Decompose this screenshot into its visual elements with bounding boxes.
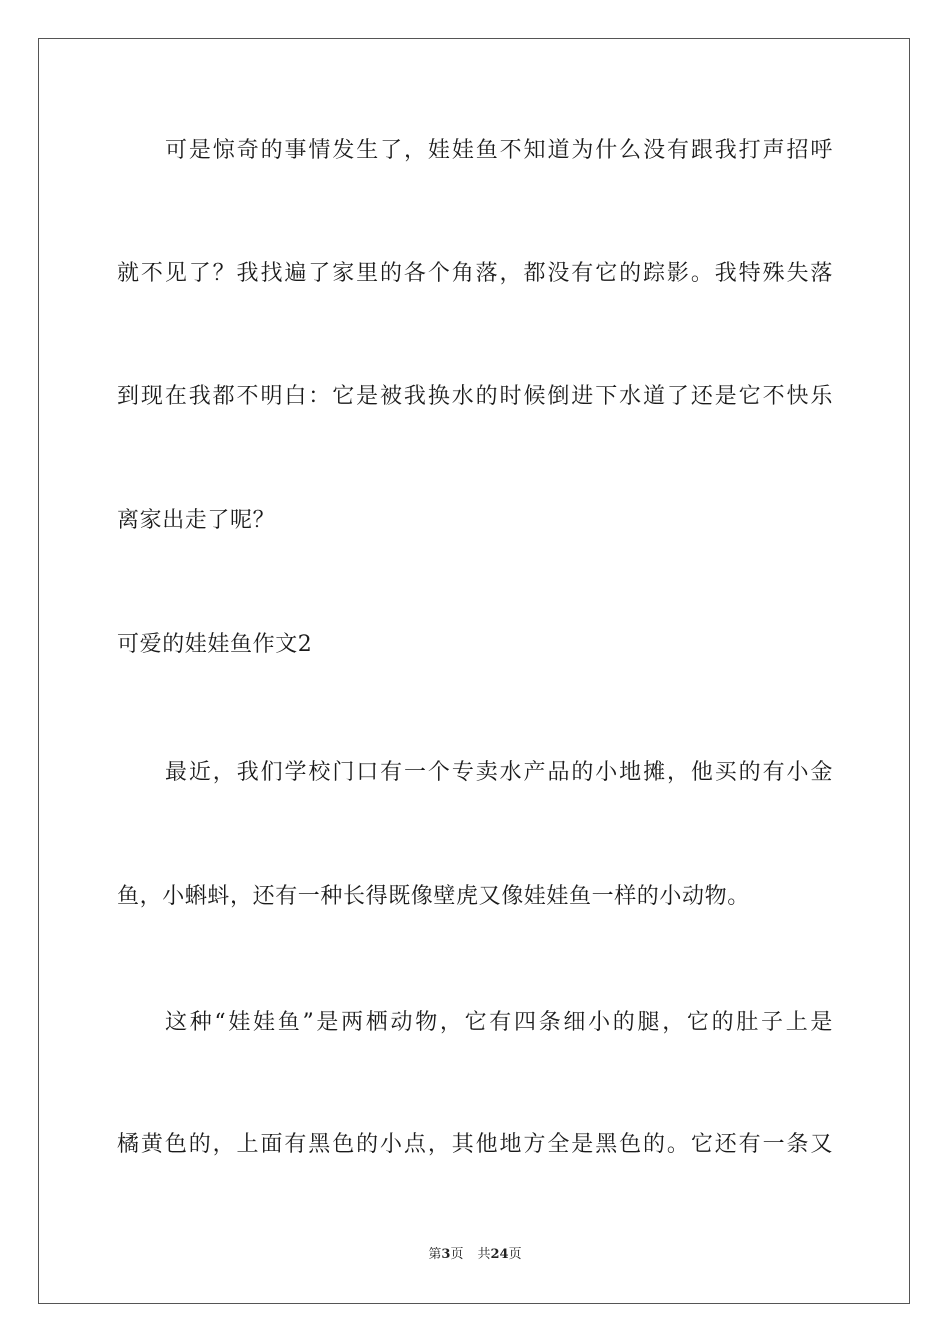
paragraph-line-1: 可是惊奇的事情发生了，娃娃鱼不知道为什么没有跟我打声招呼 [165, 138, 833, 163]
section-heading: 可爱的娃娃鱼作文2 [117, 632, 313, 657]
total-prefix: 共 [477, 1247, 491, 1262]
paragraph-line-7: 这种“娃娃鱼”是两栖动物，它有四条细小的腿，它的肚子上是 [165, 1010, 833, 1035]
total-suffix: 页 [508, 1247, 522, 1262]
paragraph-line-6: 鱼，小蝌蚪，还有一种长得既像壁虎又像娃娃鱼一样的小动物。 [117, 884, 750, 909]
page-footer [0, 1246, 950, 1264]
paragraph-line-4: 离家出走了呢？ [117, 508, 276, 533]
paragraph-line-5: 最近，我们学校门口有一个专卖水产品的小地摊，他买的有小金 [165, 760, 833, 785]
paragraph-line-8: 橘黄色的，上面有黑色的小点，其他地方全是黑色的。它还有一条又 [117, 1132, 833, 1157]
page-border [38, 38, 910, 1304]
paragraph-line-3: 到现在我都不明白：它是被我换水的时候倒进下水道了还是它不快乐 [117, 384, 833, 409]
paragraph-line-2: 就不见了？我找遍了家里的各个角落，都没有它的踪影。我特殊失落 [117, 261, 833, 286]
total-pages-number: 24 [490, 1247, 509, 1262]
page-suffix: 页 [450, 1247, 464, 1262]
page-prefix: 第 [428, 1247, 442, 1262]
current-page-number: 3 [441, 1247, 451, 1262]
